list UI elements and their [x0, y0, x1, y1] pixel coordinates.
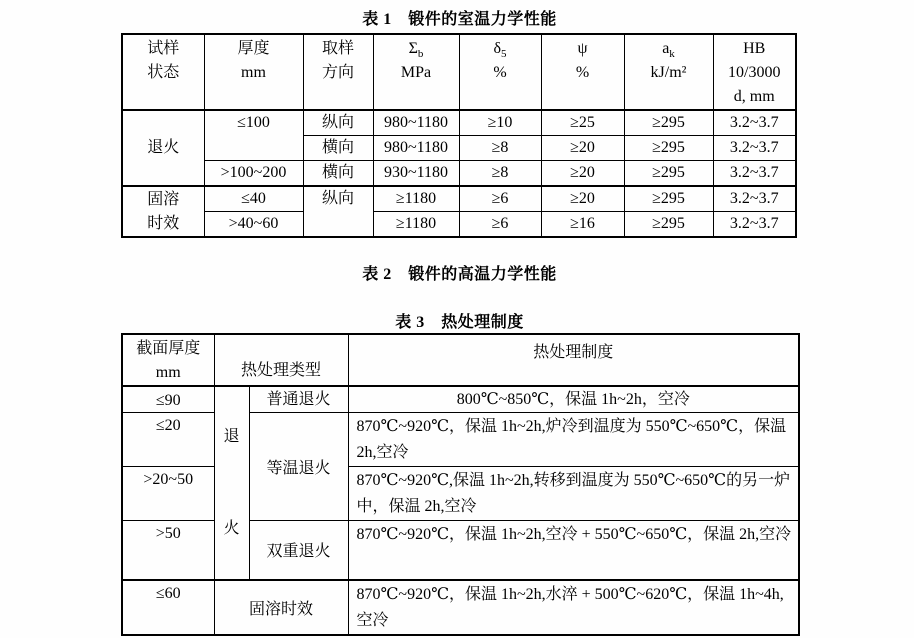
header-line: 10/3000 [728, 64, 781, 81]
header-line: MPa [400, 64, 432, 81]
cell-thickness: ≤60 [122, 580, 214, 635]
cell-line: 固溶 [147, 190, 180, 208]
col-header-thickness [204, 34, 303, 110]
cell-line: 火 [223, 519, 240, 537]
header-line: 状态 [147, 64, 180, 81]
cell-treatment-type: 双重退火 [249, 521, 348, 580]
header-line: $\delta_5$ [493, 40, 507, 61]
cell-hb: 3.2~3.7 [713, 136, 796, 161]
cell-ak: ≥295 [624, 136, 713, 161]
cell-regime: 800℃~850℃，保温 1h~2h，空冷 [348, 386, 799, 413]
col-header-section-thickness [122, 334, 214, 386]
cell-anneal-group [214, 386, 249, 580]
header-line: 厚度 [237, 40, 270, 57]
table-row [122, 161, 796, 187]
cell-hb: 3.2~3.7 [713, 161, 796, 187]
table-row [122, 110, 796, 136]
col-header-delta-5 [459, 34, 541, 110]
cell-psi: ≥20 [541, 161, 624, 187]
header-line: kJ/m² [650, 64, 687, 81]
col-header-ak [624, 34, 713, 110]
table-row [122, 580, 799, 635]
header-line: 截面厚度 [136, 340, 201, 357]
cell-delta: ≥8 [459, 136, 541, 161]
cell-thickness: ≤20 [122, 413, 214, 467]
table3-header-row [122, 334, 799, 386]
cell-sigma: ≥1180 [373, 212, 459, 238]
cell-psi: ≥20 [541, 186, 624, 212]
cell-regime: 870℃~920℃，保温 1h~2h,炉冷到温度为 550℃~650℃，保温 2h,空冷 [348, 413, 799, 467]
header-line: 方向 [321, 64, 354, 81]
cell-direction: 纵向 [303, 110, 373, 136]
cell-psi: ≥16 [541, 212, 624, 238]
table-row [122, 212, 796, 238]
cell-line: 时效 [147, 214, 180, 232]
cell-delta: ≥10 [459, 110, 541, 136]
cell-thickness: >40~60 [204, 212, 303, 238]
cell-hb: 3.2~3.7 [713, 110, 796, 136]
cell-sigma: ≥1180 [373, 186, 459, 212]
cell-hb: 3.2~3.7 [713, 186, 796, 212]
header-line: % [575, 64, 590, 81]
cell-treatment-type: 普通退火 [249, 386, 348, 413]
cell-thickness: ≤40 [204, 186, 303, 212]
col-header-treatment-regime: 热处理制度 [348, 334, 799, 386]
vertical-label-anneal [215, 391, 249, 574]
cell-ak: ≥295 [624, 212, 713, 238]
cell-delta: ≥6 [459, 212, 541, 238]
header-line: % [493, 64, 507, 81]
header-line: mm [155, 364, 181, 381]
table-row [122, 186, 796, 212]
header-line: mm [241, 64, 266, 81]
cell-psi: ≥20 [541, 136, 624, 161]
col-header-sample-state [122, 34, 204, 110]
cell-psi: ≥25 [541, 110, 624, 136]
table-row [122, 386, 799, 413]
header-line: d, mm [733, 88, 775, 105]
col-header-psi [541, 34, 624, 110]
cell-ak: ≥295 [624, 110, 713, 136]
col-header-sigma-b [373, 34, 459, 110]
cell-regime: 870℃~920℃,保温 1h~2h,转移到温度为 550℃~650℃的另一炉中，保温 2h,空冷 [348, 467, 799, 521]
table1-header-row [122, 34, 796, 110]
cell-treatment-type-solution-aging: 固溶时效 [214, 580, 348, 635]
header-line: 取样 [321, 40, 354, 57]
cell-sigma: 980~1180 [373, 110, 459, 136]
table3-heat-treatment [121, 333, 800, 636]
cell-thickness: ≤90 [122, 386, 214, 413]
cell-hb: 3.2~3.7 [713, 212, 796, 238]
header-line: ψ [577, 40, 588, 57]
header-line: HB [743, 40, 766, 57]
cell-sigma: 980~1180 [373, 136, 459, 161]
col-header-treatment-type: 热处理类型 [214, 334, 348, 386]
table1-room-temperature-properties [121, 33, 797, 238]
table3-caption: 表 3 热处理制度 [395, 314, 524, 331]
cell-thickness: >50 [122, 521, 214, 580]
table1-caption: 表 1 锻件的室温力学性能 [362, 11, 557, 28]
cell-ak: ≥295 [624, 161, 713, 187]
cell-regime: 870℃~920℃，保温 1h~2h,空冷 + 550℃~650℃，保温 2h,空冷 [348, 521, 799, 580]
cell-state-anneal: 退火 [122, 110, 204, 186]
cell-thickness: >100~200 [204, 161, 303, 187]
cell-direction: 横向 [303, 136, 373, 161]
cell-delta: ≥8 [459, 161, 541, 187]
cell-line: 退 [223, 428, 240, 445]
table2-caption: 表 2 锻件的高温力学性能 [362, 266, 557, 283]
cell-direction: 纵向 [303, 186, 373, 237]
cell-regime: 870℃~920℃，保温 1h~2h,水淬 + 500℃~620℃，保温 1h~4h, 空冷 [348, 580, 799, 635]
header-line: $\Sigma_b$ [408, 40, 424, 61]
cell-sigma: 930~1180 [373, 161, 459, 187]
cell-state-solution-aging [122, 186, 204, 237]
cell-delta: ≥6 [459, 186, 541, 212]
col-header-sampling-direction [303, 34, 373, 110]
header-line: $a_k$ [662, 40, 675, 61]
cell-treatment-type: 等温退火 [249, 413, 348, 521]
cell-direction: 横向 [303, 161, 373, 187]
cell-ak: ≥295 [624, 186, 713, 212]
header-line: 试样 [147, 40, 180, 57]
col-header-hb [713, 34, 796, 110]
cell-thickness: ≤100 [204, 110, 303, 161]
cell-thickness: >20~50 [122, 467, 214, 521]
